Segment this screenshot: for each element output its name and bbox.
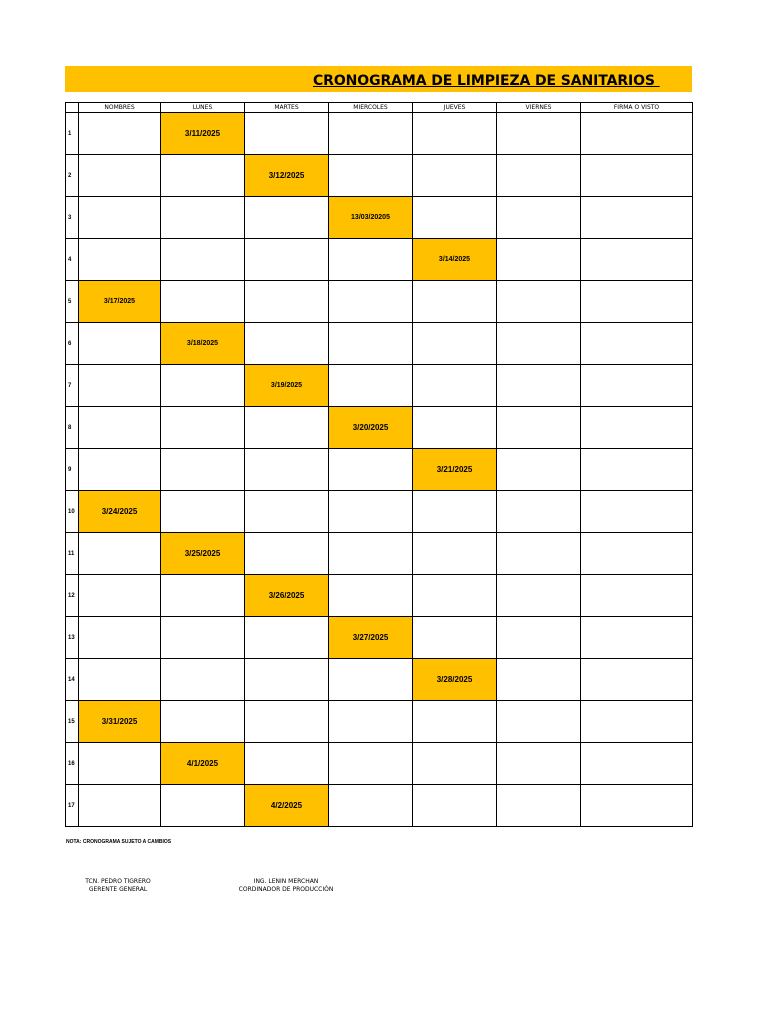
cell-viernes [497, 113, 581, 155]
date-cell: 3/26/2025 [245, 575, 329, 617]
schedule-body [66, 113, 693, 827]
date-cell: 3/11/2025 [161, 113, 245, 155]
table-row [66, 197, 693, 239]
date-cell: 13/03/20205 [329, 197, 413, 239]
cell-lunes [161, 785, 245, 827]
cell-martes [245, 491, 329, 533]
date-cell: 3/17/2025 [79, 281, 161, 323]
cell-firma [581, 365, 693, 407]
cell-num: 10 [66, 491, 79, 533]
page-title: CRONOGRAMA DE LIMPIEZA DE SANITARIOS [313, 73, 660, 89]
header-cell-nombres: NOMBRES [79, 103, 161, 113]
cell-num: 9 [66, 449, 79, 491]
date-cell: 3/14/2025 [413, 239, 497, 281]
table-row [66, 743, 693, 785]
cell-num: 11 [66, 533, 79, 575]
cell-martes [245, 743, 329, 785]
cell-lunes [161, 197, 245, 239]
cell-num: 7 [66, 365, 79, 407]
cell-num: 16 [66, 743, 79, 785]
cell-nombres [79, 533, 161, 575]
signature-name: ING. LENIN MERCHAN [253, 878, 319, 885]
cell-lunes [161, 701, 245, 743]
cell-martes [245, 533, 329, 575]
date-cell: 3/24/2025 [79, 491, 161, 533]
cell-miercoles [329, 281, 413, 323]
cell-firma [581, 659, 693, 701]
cell-viernes [497, 281, 581, 323]
cell-num: 2 [66, 155, 79, 197]
cell-nombres [79, 197, 161, 239]
cell-jueves [413, 491, 497, 533]
cell-viernes [497, 701, 581, 743]
cell-jueves [413, 113, 497, 155]
cell-miercoles [329, 491, 413, 533]
cell-nombres [79, 449, 161, 491]
header-cell-viernes: VIERNES [497, 103, 581, 113]
cell-num: 12 [66, 575, 79, 617]
cell-martes [245, 323, 329, 365]
cell-jueves [413, 155, 497, 197]
cell-miercoles [329, 533, 413, 575]
date-cell: 3/20/2025 [329, 407, 413, 449]
cell-miercoles [329, 323, 413, 365]
header-cell-num [66, 103, 79, 113]
cell-jueves [413, 407, 497, 449]
cell-num: 13 [66, 617, 79, 659]
cell-miercoles [329, 575, 413, 617]
cell-martes [245, 701, 329, 743]
table-row [66, 575, 693, 617]
cell-jueves [413, 701, 497, 743]
cell-firma [581, 785, 693, 827]
schedule-table [65, 102, 693, 827]
date-cell: 3/31/2025 [79, 701, 161, 743]
table-row [66, 281, 693, 323]
table-row [66, 155, 693, 197]
title-bar [65, 66, 692, 92]
cell-viernes [497, 365, 581, 407]
table-row [66, 113, 693, 155]
table-row [66, 617, 693, 659]
cell-viernes [497, 785, 581, 827]
header-row [66, 103, 693, 113]
cell-firma [581, 155, 693, 197]
date-cell: 3/19/2025 [245, 365, 329, 407]
cell-viernes [497, 239, 581, 281]
cell-firma [581, 113, 693, 155]
cell-firma [581, 239, 693, 281]
cell-nombres [79, 617, 161, 659]
cell-firma [581, 617, 693, 659]
signature-block-gerente [78, 878, 158, 894]
cell-num: 1 [66, 113, 79, 155]
cell-martes [245, 617, 329, 659]
cell-lunes [161, 491, 245, 533]
cell-viernes [497, 617, 581, 659]
cell-firma [581, 407, 693, 449]
date-cell: 3/21/2025 [413, 449, 497, 491]
signature-name: TCN. PEDRO TIGRERO [85, 878, 151, 885]
cell-viernes [497, 743, 581, 785]
cell-miercoles [329, 743, 413, 785]
cell-viernes [497, 491, 581, 533]
cell-viernes [497, 407, 581, 449]
cell-num: 6 [66, 323, 79, 365]
cell-martes [245, 197, 329, 239]
cell-lunes [161, 155, 245, 197]
cell-firma [581, 323, 693, 365]
cell-firma [581, 533, 693, 575]
cell-jueves [413, 533, 497, 575]
cell-firma [581, 197, 693, 239]
cell-firma [581, 701, 693, 743]
table-row [66, 533, 693, 575]
cell-num: 17 [66, 785, 79, 827]
cell-jueves [413, 365, 497, 407]
cell-firma [581, 743, 693, 785]
date-cell: 3/25/2025 [161, 533, 245, 575]
cell-miercoles [329, 239, 413, 281]
cell-miercoles [329, 113, 413, 155]
header-cell-firma: FIRMA O VISTO [581, 103, 693, 113]
cell-nombres [79, 113, 161, 155]
cell-lunes [161, 281, 245, 323]
cell-viernes [497, 155, 581, 197]
table-row [66, 323, 693, 365]
cell-lunes [161, 659, 245, 701]
cell-miercoles [329, 449, 413, 491]
table-row [66, 239, 693, 281]
signature-role: CORDINADOR DE PRODUCCIÓN [238, 886, 334, 893]
cell-nombres [79, 365, 161, 407]
cell-nombres [79, 323, 161, 365]
date-cell: 3/18/2025 [161, 323, 245, 365]
cell-martes [245, 659, 329, 701]
table-row [66, 701, 693, 743]
cell-miercoles [329, 365, 413, 407]
cell-martes [245, 407, 329, 449]
date-cell: 4/1/2025 [161, 743, 245, 785]
date-cell: 3/27/2025 [329, 617, 413, 659]
cell-nombres [79, 239, 161, 281]
table-row [66, 785, 693, 827]
cell-lunes [161, 365, 245, 407]
cell-firma [581, 491, 693, 533]
cell-martes [245, 281, 329, 323]
cell-lunes [161, 239, 245, 281]
cell-jueves [413, 785, 497, 827]
cell-jueves [413, 323, 497, 365]
cell-viernes [497, 533, 581, 575]
cell-viernes [497, 449, 581, 491]
header-cell-miercoles: MIERCOLES [329, 103, 413, 113]
cell-num: 3 [66, 197, 79, 239]
cell-num: 8 [66, 407, 79, 449]
cell-jueves [413, 281, 497, 323]
cell-num: 4 [66, 239, 79, 281]
table-row [66, 365, 693, 407]
cell-num: 15 [66, 701, 79, 743]
cell-nombres [79, 659, 161, 701]
cell-martes [245, 449, 329, 491]
cell-lunes [161, 617, 245, 659]
cell-lunes [161, 407, 245, 449]
table-row [66, 407, 693, 449]
signature-block-coordinador [226, 878, 346, 894]
cell-lunes [161, 449, 245, 491]
cell-miercoles [329, 155, 413, 197]
cell-firma [581, 281, 693, 323]
cell-viernes [497, 323, 581, 365]
cell-jueves [413, 575, 497, 617]
table-row [66, 659, 693, 701]
header-cell-lunes: LUNES [161, 103, 245, 113]
date-cell: 3/12/2025 [245, 155, 329, 197]
table-row [66, 491, 693, 533]
cell-viernes [497, 575, 581, 617]
cell-jueves [413, 197, 497, 239]
cell-nombres [79, 743, 161, 785]
date-cell: 4/2/2025 [245, 785, 329, 827]
cell-martes [245, 239, 329, 281]
date-cell: 3/28/2025 [413, 659, 497, 701]
cell-nombres [79, 575, 161, 617]
header-cell-martes: MARTES [245, 103, 329, 113]
signature-role: GERENTE GENERAL [88, 886, 148, 893]
cell-lunes [161, 575, 245, 617]
cell-viernes [497, 197, 581, 239]
cell-firma [581, 449, 693, 491]
cell-num: 5 [66, 281, 79, 323]
cell-viernes [497, 659, 581, 701]
cell-miercoles [329, 701, 413, 743]
table-row [66, 449, 693, 491]
cell-miercoles [329, 785, 413, 827]
cell-jueves [413, 743, 497, 785]
cell-miercoles [329, 659, 413, 701]
header-cell-jueves: JUEVES [413, 103, 497, 113]
cell-martes [245, 113, 329, 155]
cell-num: 14 [66, 659, 79, 701]
cell-nombres [79, 407, 161, 449]
cell-nombres [79, 785, 161, 827]
note-text: NOTA: CRONOGRAMA SUJETO A CAMBIOS [66, 839, 172, 845]
cell-firma [581, 575, 693, 617]
cell-nombres [79, 155, 161, 197]
cell-jueves [413, 617, 497, 659]
